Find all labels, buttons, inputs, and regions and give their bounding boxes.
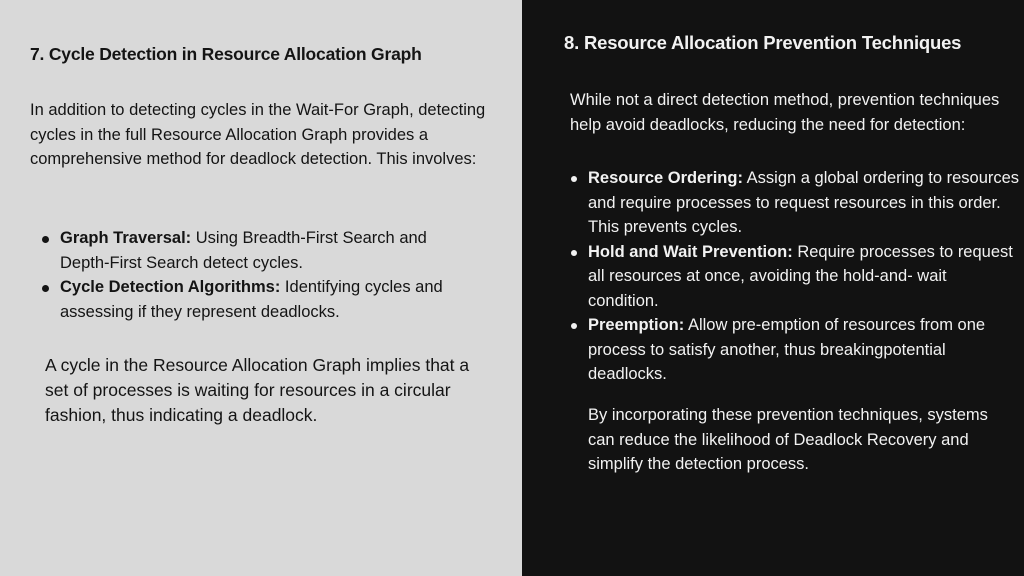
- list-item: [570, 313, 1020, 387]
- bullet-text: Require processes to request all resources at once, avoiding the hold-and- wait condition.: [588, 242, 1013, 310]
- right-panel: [522, 0, 1024, 576]
- section-8-conclusion: By incorporating these prevention techniques, systems can reduce the likelihood of Deadlock Recovery and simplify the detection process.: [588, 406, 988, 473]
- list-item: [570, 166, 1020, 240]
- bullet-term: Preemption:: [588, 316, 685, 334]
- section-7-bullet-list: [30, 226, 470, 324]
- section-7-intro: In addition to detecting cycles in the Wait-For Graph, detecting cycles in the full Resource Allocation Graph provides a comprehensive method for deadlock detection. This involves:: [30, 101, 486, 168]
- list-item: [30, 275, 470, 324]
- bullet-icon: [42, 236, 49, 243]
- section-7-conclusion: A cycle in the Resource Allocation Graph implies that a set of processes is waiting for resources in a circular fashion, thus indicating a deadlock.: [45, 355, 470, 425]
- bullet-term: Resource Ordering:: [588, 169, 743, 187]
- bullet-icon: [571, 250, 577, 256]
- bullet-icon: [571, 323, 577, 329]
- bullet-icon: [571, 176, 577, 182]
- bullet-term: Cycle Detection Algorithms:: [60, 278, 281, 296]
- bullet-text: Using Breadth-First Search and Depth-First Search detect cycles.: [60, 229, 427, 272]
- section-8-bullet-list: [570, 166, 1020, 387]
- bullet-icon: [42, 285, 49, 292]
- bullet-text: Allow pre-emption of resources from one process to satisfy another, thus breakingpotential deadlocks.: [588, 316, 986, 383]
- section-8-intro: While not a direct detection method, prevention techniques help avoid deadlocks, reducing the need for detection:: [570, 91, 1000, 134]
- section-8-title: 8. Resource Allocation Prevention Techniques: [564, 32, 962, 53]
- bullet-text: Assign a global ordering to resources and require processes to request resources in this order. This prevents cycles.: [588, 169, 1020, 236]
- bullet-term: Graph Traversal:: [60, 229, 192, 247]
- list-item: [570, 240, 1020, 314]
- section-7-title: 7. Cycle Detection in Resource Allocation Graph: [30, 44, 422, 64]
- bullet-term: Hold and Wait Prevention:: [588, 242, 793, 261]
- list-item: [30, 226, 470, 275]
- bullet-text: Identifying cycles and assessing if they represent deadlocks.: [60, 278, 443, 321]
